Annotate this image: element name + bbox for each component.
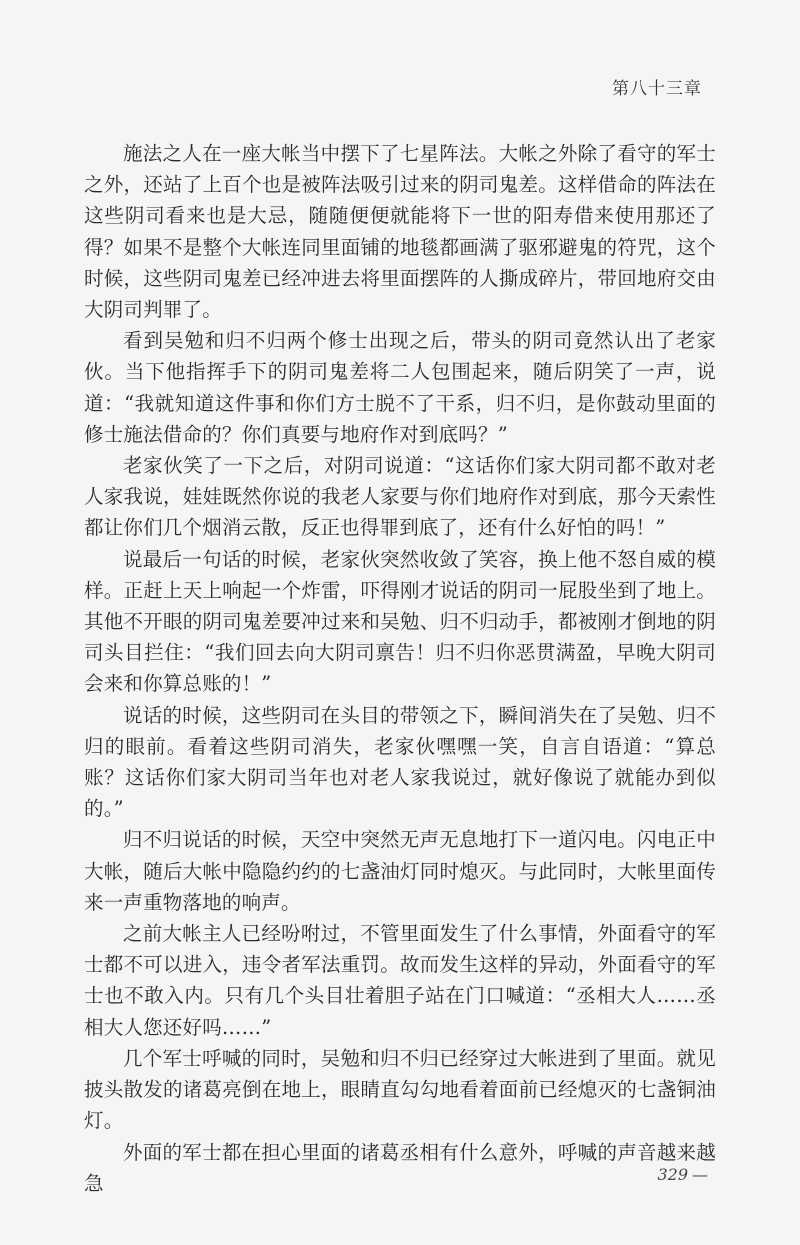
paragraph: 施法之人在一座大帐当中摆下了七星阵法。大帐之外除了看守的军士之外，还站了上百个也是被阵法吸引过来的阴司鬼差。这样借命的阵法在这些阴司看来也是大忌，随随便便就能将下一世的阳寿借来使用那还了得？如果不是整个大帐连同里面铺的地毯都画满了驱邪避鬼的符咒，这个时候，这些阴司鬼差已经冲进去将里面摆阵的人撕成碎片，带回地府交由大阴司判罪了。 — [84, 142, 716, 322]
paragraph: 说最后一句话的时候，老家伙突然收敛了笑容，换上他不怒自威的模样。正赶上天上响起一个炸雷，吓得刚才说话的阴司一屁股坐到了地上。其他不开眼的阴司鬼差要冲过来和吴勉、归不归动手，都被刚才倒地的阴司头目拦住：“我们回去向大阴司禀告！归不归你恶贯满盈，早晚大阴司会来和你算总账的！” — [84, 547, 716, 696]
paragraph: 几个军士呼喊的同时，吴勉和归不归已经穿过大帐进到了里面。就见披头散发的诸葛亮倒在地上，眼睛直勾勾地看着面前已经熄灭的七盏铜油灯。 — [84, 1046, 716, 1133]
paragraph: 归不归说话的时候，天空中突然无声无息地打下一道闪电。闪电正中大帐，随后大帐中隐隐约约的七盏油灯同时熄灭。与此同时，大帐里面传来一声重物落地的响声。 — [84, 828, 716, 914]
body-text — [84, 138, 716, 1199]
paragraph: 说话的时候，这些阴司在头目的带领之下，瞬间消失在了吴勉、归不归的眼前。看着这些阴司消失，老家伙嘿嘿一笑，自言自语道：“算总账？这话你们家大阴司当年也对老人家我说过，就好像说了就能办到似的。” — [84, 703, 716, 821]
page-number-dash: — — [692, 1165, 708, 1184]
page-number-value: 329 — [657, 1165, 688, 1184]
chapter-running-head: 第八十三章 — [612, 79, 702, 99]
paragraph: 外面的军士都在担心里面的诸葛丞相有什么意外，呼喊的声音越来越急 — [84, 1140, 716, 1195]
page-number — [657, 1165, 708, 1184]
paragraph: 老家伙笑了一下之后，对阴司说道：“这话你们家大阴司都不敢对老人家我说，娃娃既然你说的我老人家要与你们地府作对到底，那今天索性都让你们几个烟消云散，反正也得罪到底了，还有什么好怕的吗！” — [84, 454, 716, 540]
paragraph: 看到吴勉和归不归两个修士出现之后，带头的阴司竟然认出了老家伙。当下他指挥手下的阴司鬼差将二人包围起来，随后阴笑了一声，说道：“我就知道这件事和你们方士脱不了干系，归不归，是你鼓动里面的修士施法借命的？你们真要与地府作对到底吗？” — [84, 329, 716, 446]
paragraph: 之前大帐主人已经吩咐过，不管里面发生了什么事情，外面看守的军士都不可以进入，违令者军法重罚。故而发生这样的异动，外面看守的军士也不敢入内。只有几个头目壮着胆子站在门口喊道：“丞相大人……丞相大人您还好吗……” — [84, 922, 716, 1039]
